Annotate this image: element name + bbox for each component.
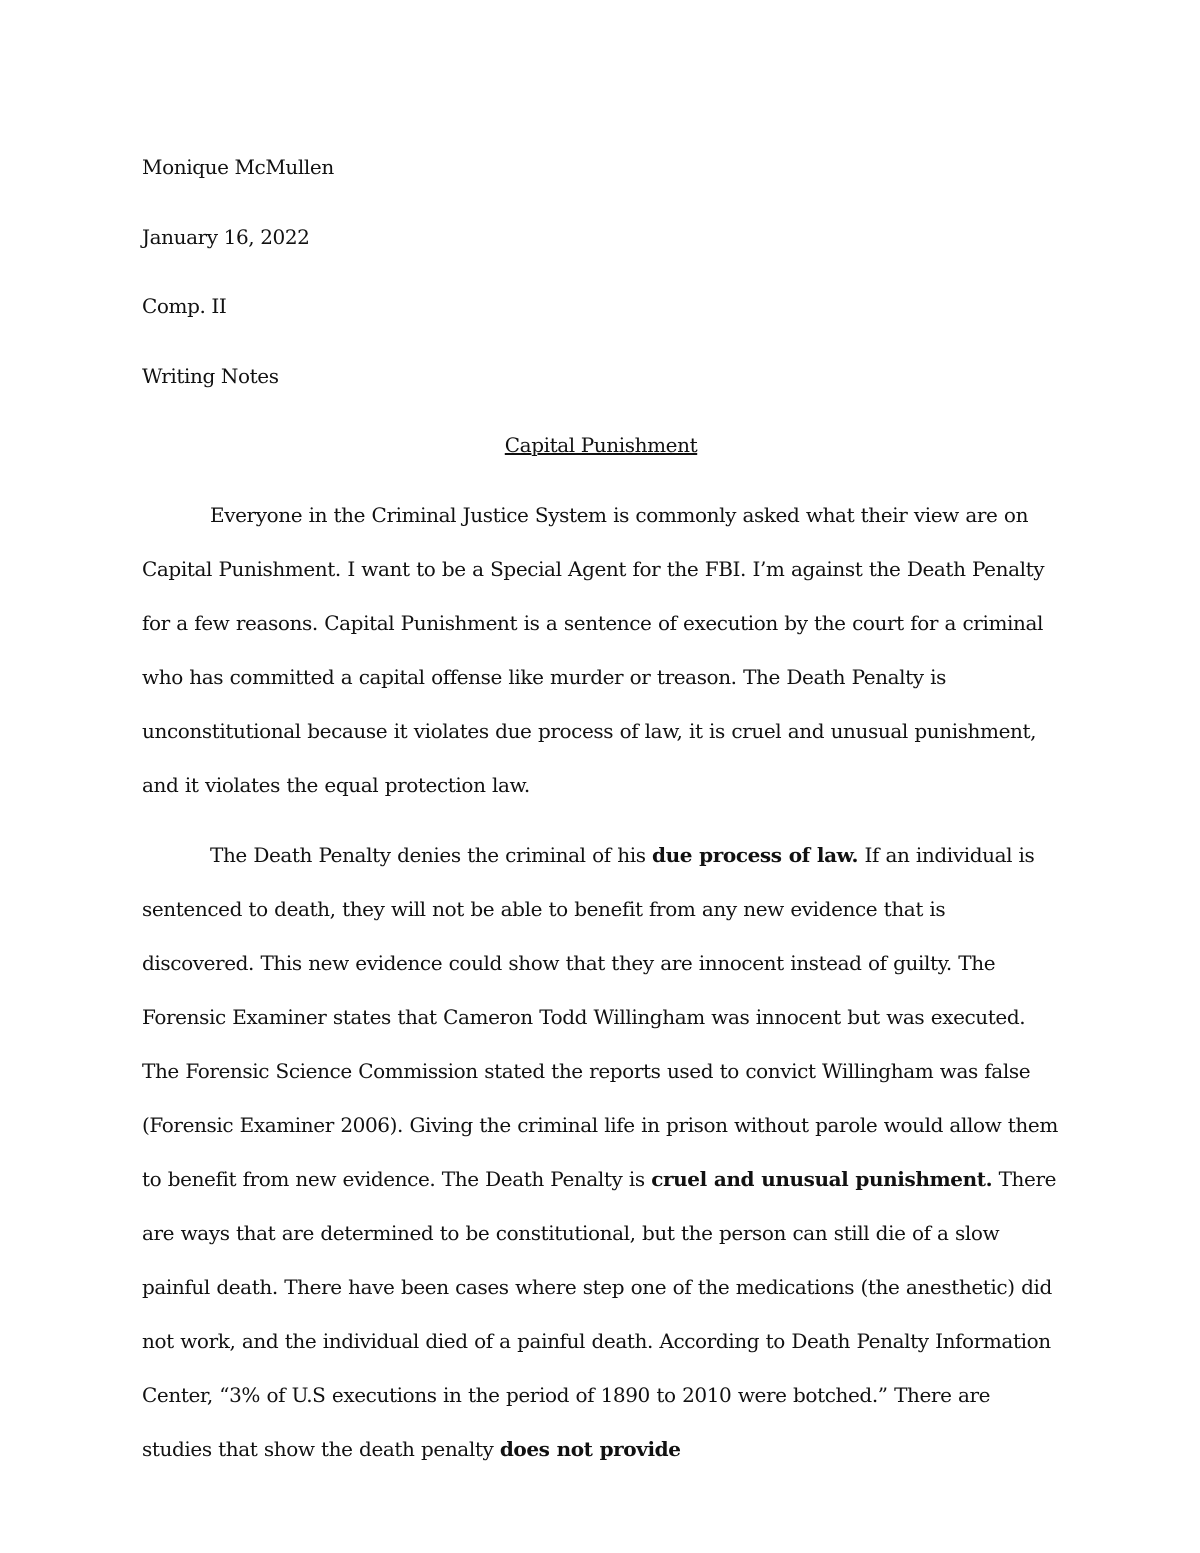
paragraph-text: If an individual is sentenced to death, they will not be able to benefit from any new evidence that is discovered. This new evidence could show that they are innocent instead of guilty. The Forensic Examiner states that Cameron Todd Willingham was innocent but was executed. The Forensic Science Commission stated the reports used to convict Willingham was false (Forensic Examiner 2006). Giving the criminal life in prison without parole would allow them to benefit from new evidence. The Death Penalty is — [142, 842, 1058, 1191]
bold-phrase-cruel-unusual: cruel and unusual punishment. — [651, 1166, 993, 1191]
paragraph-text: Everyone in the Criminal Justice System is commonly asked what their view are on Capital Punishment. I want to be a Special Agent for the FBI. I’m against the Death Penalty for a few reasons. Capital Punishment is a sentence of execution by the court for a criminal who has committed a capital offense like murder or treason. The Death Penalty is unconstitutional because it violates due process of law, it is cruel and unusual punishment, and it violates the equal protection law. — [142, 502, 1045, 797]
author-name: Monique McMullen — [142, 155, 334, 179]
course-name: Comp. II — [142, 294, 227, 318]
document-date: January 16, 2022 — [142, 224, 310, 249]
document-title — [142, 418, 1060, 472]
assignment-name: Writing Notes — [142, 363, 279, 388]
document-body — [142, 140, 1060, 1492]
paragraph-text: The Death Penalty denies the criminal of his — [210, 842, 653, 867]
bold-phrase-due-process: due process of law. — [652, 842, 859, 867]
paragraph-text: There are ways that are determined to be constitutional, but the person can still die of a slow painful death. There have been cases where step one of the medications (the anesthetic) did not work, and the individual died of a painful death. According to Death Penalty Information Center, “3% of U.S executions in the period of 1890 to 2010 were botched.” There are studies that show the death penalty — [142, 1166, 1057, 1461]
bold-phrase-does-not-provide: does not provide — [499, 1436, 681, 1461]
document-title-text: Capital Punishment — [504, 433, 698, 457]
paragraph-intro — [142, 488, 1060, 812]
paragraph-due-process — [142, 828, 1060, 1476]
